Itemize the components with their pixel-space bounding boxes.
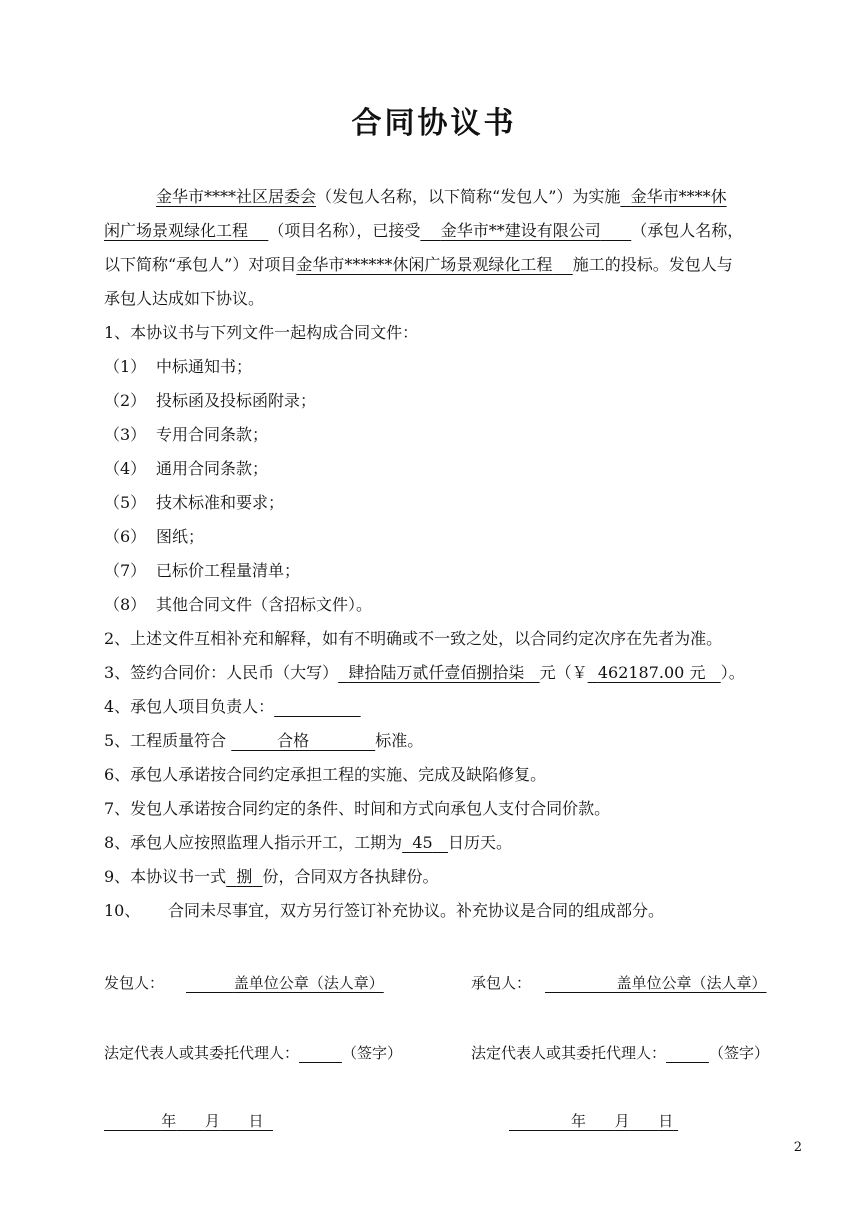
clause-5: 5、工程质量符合 合格 标准。 xyxy=(104,731,424,750)
contract-price-amount: 462187.00 元 xyxy=(597,663,706,682)
project-manager-blank xyxy=(274,697,360,716)
intro-text: （发包人名称，以下简称“发包人”）为实施 xyxy=(316,187,621,206)
issuer-name: 金华市****社区居委会 xyxy=(156,187,317,206)
copies-count: 捌 xyxy=(236,867,253,886)
page-number: 2 xyxy=(793,1140,802,1155)
document-title: 合同协议书 xyxy=(351,106,517,141)
contractor-date: 年 月 日 xyxy=(571,1112,674,1130)
clause-7: 7、发包人承诺按合同约定的条件、时间和方式向承包人支付合同价款。 xyxy=(104,799,611,818)
list-item: （4） 通用合同条款； xyxy=(104,459,269,478)
clause-3: 3、签约合同价：人民币（大写） 肆拾陆万贰仟壹佰捌拾柒 元（￥ 462187.00 元 ）。 xyxy=(104,663,745,682)
contractor-seal: 盖单位公章（法人章） xyxy=(616,974,767,992)
duration-days: 45 xyxy=(412,833,433,852)
list-item: （3） 专用合同条款； xyxy=(104,425,269,444)
contractor-representative: 法定代表人或其委托代理人： （签字） xyxy=(471,1044,769,1062)
quality-standard: 合格 xyxy=(277,731,310,750)
issuer-date: 年 月 日 xyxy=(161,1112,264,1130)
list-item: （7） 已标价工程量清单； xyxy=(104,561,301,580)
clause-6: 6、承包人承诺按合同约定承担工程的实施、完成及缺陷修复。 xyxy=(104,765,547,784)
intro-text: （项目名称），已接受 xyxy=(268,221,421,240)
clause-2: 2、上述文件互相补充和解释，如有不明确或不一致之处，以合同约定次序在先者为准。 xyxy=(104,629,723,648)
contractor-name: 金华市**建设有限公司 xyxy=(440,221,601,240)
intro-text: 承包人达成如下协议。 xyxy=(104,289,265,308)
intro-text: 施工的投标。发包人与 xyxy=(572,255,733,274)
list-item: （1） 中标通知书； xyxy=(104,357,253,376)
list-item: （5） 技术标准和要求； xyxy=(104,493,285,512)
project-name-part1: 金华市****休 xyxy=(630,187,727,206)
list-item: （2） 投标函及投标函附录； xyxy=(104,391,317,410)
project-full-name: 金华市******休闲广场景观绿化工程 xyxy=(296,255,553,274)
project-name-part2: 闲广场景观绿化工程 xyxy=(104,221,249,240)
intro-line-4 xyxy=(104,286,264,309)
clause-9: 9、本协议书一式 捌 份，合同双方各执肆份。 xyxy=(104,867,439,886)
clause-10: 10、 合同未尽事宜，双方另行签订补充协议。补充协议是合同的组成部分。 xyxy=(104,901,665,920)
issuer-seal: 盖单位公章（法人章） xyxy=(233,974,384,992)
list-item: （8） 其他合同文件（含招标文件）。 xyxy=(104,595,373,614)
issuer-representative: 法定代表人或其委托代理人： （签字） xyxy=(104,1044,402,1062)
issuer-signature: 发包人： 盖单位公章（法人章） xyxy=(104,974,384,992)
intro-line-3 xyxy=(104,252,733,275)
contractor-signature: 承包人： 盖单位公章（法人章） xyxy=(471,974,767,992)
contract-price-words: 肆拾陆万贰仟壹佰捌拾柒 xyxy=(348,663,525,682)
list-item: （6） 图纸； xyxy=(104,527,205,546)
clause-4: 4、承包人项目负责人： xyxy=(104,694,361,717)
intro-text: （承包人名称， xyxy=(631,221,744,240)
intro-line-2 xyxy=(104,218,743,241)
clause-1: 1、本协议书与下列文件一起构成合同文件： xyxy=(104,323,419,342)
intro-line-1 xyxy=(104,184,727,207)
intro-text: 以下简称“承包人”）对项目 xyxy=(104,255,297,274)
clause-8: 8、承包人应按照监理人指示开工，工期为 45 日历天。 xyxy=(104,833,512,852)
